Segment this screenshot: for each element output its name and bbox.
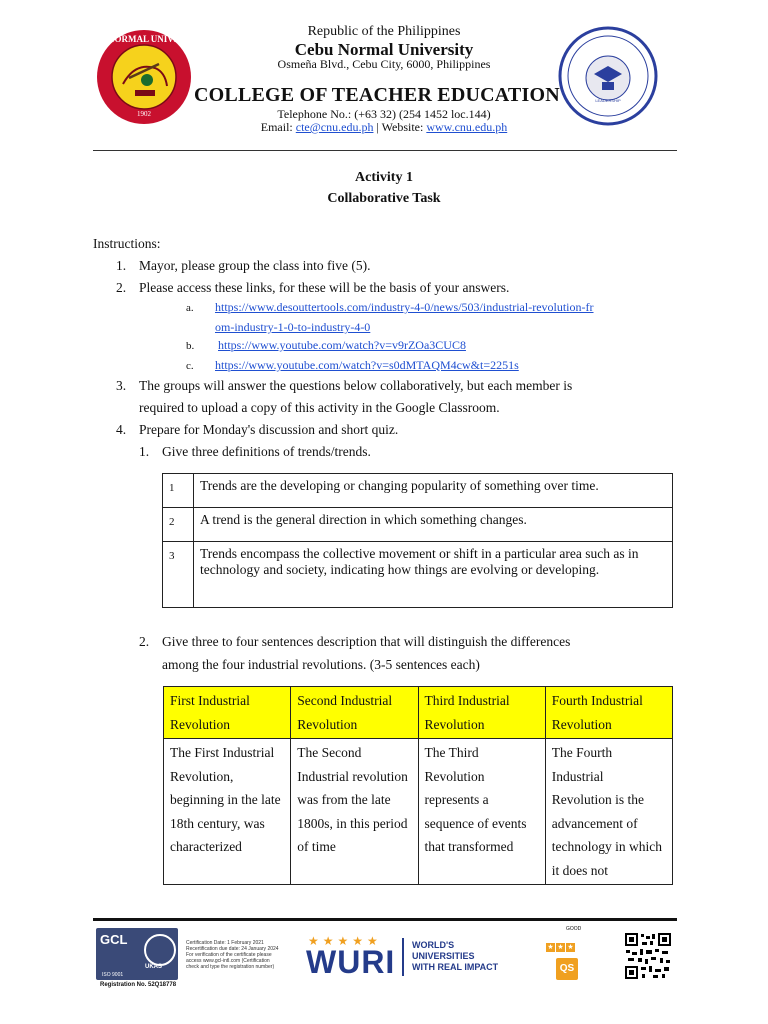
- instruction-2: Please access these links, for these will be the basis of your answers.: [139, 280, 510, 295]
- table-header-row: [164, 687, 673, 739]
- contact-line: [0, 120, 768, 135]
- definition-cell: Trends encompass the collective movement or shift in a particular area such as in technology and society, indicating how things are evolving or developing.: [194, 542, 673, 608]
- seal-text: CEBU NORMAL UNIVERSITY: [80, 34, 208, 44]
- qs-rating-label: GOOD: [566, 926, 582, 932]
- description-cell: The Fourth Industrial Revolution is the advancement of technology in which it does not: [545, 739, 672, 885]
- website-label: | Website:: [376, 120, 424, 134]
- activity-title: Activity 1: [355, 170, 413, 185]
- university-address: Osmeña Blvd., Cebu City, 6000, Philippines: [277, 57, 491, 71]
- header-cell: Third Industrial Revolution: [418, 687, 545, 739]
- certification-text: Certification Date: 1 February 2021 Recertification due date: 24 January 2024 For verification of the certificate please access www.gcl-intl.com (Certification check and type the registration number): [186, 940, 279, 970]
- header-cell: Fourth Industrial Revolution: [545, 687, 672, 739]
- question-num: 2.: [139, 634, 150, 649]
- row-number: 1: [163, 474, 194, 508]
- question-2: Give three to four sentences description that will distinguish the differences: [162, 634, 571, 649]
- gcl-certification-logo: [96, 928, 178, 980]
- definition-cell: A trend is the general direction in which something changes.: [194, 508, 673, 542]
- qs-stars-icon: ★ ★ ★: [547, 943, 574, 951]
- definition-cell: Trends are the developing or changing popularity of something over time.: [194, 474, 673, 508]
- description-cell: The Third Revolution represents a sequence of events that transformed: [418, 739, 545, 885]
- republic-line: Republic of the Philippines: [307, 24, 461, 39]
- table-row: [163, 474, 673, 508]
- instruction-num: 2.: [116, 280, 127, 295]
- header-cell: First Industrial Revolution: [164, 687, 291, 739]
- registration-number: Registration No. 52Q18778: [100, 982, 177, 988]
- email-label: Email:: [260, 120, 293, 134]
- qs-logo: QS: [556, 958, 578, 980]
- link-letter: c.: [186, 360, 194, 372]
- wuri-tagline: WORLD'S UNIVERSITIES WITH REAL IMPACT: [412, 940, 499, 972]
- instruction-3-cont: required to upload a copy of this activity in the Google Classroom.: [139, 400, 500, 415]
- link-a-line1[interactable]: https://www.desouttertools.com/industry-4-0/news/503/industrial-revolution-fr: [215, 300, 594, 314]
- telephone-line: Telephone No.: (+63 32) (254 1452 loc.144): [277, 107, 491, 121]
- revolutions-table: [163, 686, 673, 885]
- college-name: COLLEGE OF TEACHER EDUCATION: [194, 84, 560, 106]
- website-link[interactable]: www.cnu.edu.ph: [426, 120, 508, 134]
- activity-subtitle: Collaborative Task: [327, 191, 441, 206]
- iso-text: ISO 9001: [102, 972, 124, 978]
- instruction-1: Mayor, please group the class into five (5).: [139, 258, 371, 273]
- table-row: [163, 508, 673, 542]
- link-a-line2[interactable]: om-industry-1-0-to-industry-4-0: [215, 320, 371, 334]
- footer-divider: [93, 918, 677, 921]
- header-cell: Second Industrial Revolution: [291, 687, 418, 739]
- instruction-num: 3.: [116, 378, 127, 393]
- question-2-cont: among the four industrial revolutions. (3-5 sentences each): [162, 657, 480, 672]
- link-letter: a.: [186, 302, 194, 314]
- email-link[interactable]: cte@cnu.edu.ph: [295, 120, 374, 134]
- question-1: Give three definitions of trends/trends.: [162, 444, 371, 459]
- wuri-stars-icon: ★★★★★: [308, 934, 382, 948]
- link-c[interactable]: https://www.youtube.com/watch?v=s0dMTAQM4cw&t=2251s: [215, 358, 519, 372]
- university-name: Cebu Normal University: [294, 40, 474, 59]
- gcl-text: GCL: [100, 932, 128, 947]
- instruction-4: Prepare for Monday's discussion and short quiz.: [139, 422, 399, 437]
- table-row: [164, 739, 673, 885]
- instructions-label: Instructions:: [93, 236, 161, 251]
- wuri-logo: WURI: [306, 944, 396, 980]
- instruction-3: The groups will answer the questions below collaboratively, but each member is: [139, 378, 573, 393]
- instruction-num: 4.: [116, 422, 127, 437]
- qr-code-icon[interactable]: [624, 932, 672, 980]
- question-num: 1.: [139, 444, 150, 459]
- ukas-text: UKAS: [145, 964, 163, 970]
- header-divider: [93, 150, 677, 151]
- table-row: [163, 542, 673, 608]
- description-cell: The Second Industrial revolution was from the late 1800s, in this period of time: [291, 739, 418, 885]
- definitions-table: [162, 473, 673, 608]
- link-b[interactable]: https://www.youtube.com/watch?v=v9rZOa3CUC8: [218, 338, 466, 352]
- row-number: 2: [163, 508, 194, 542]
- seal-year: 1902: [137, 110, 151, 118]
- svg-text:LEADERSHIP: LEADERSHIP: [595, 98, 621, 103]
- description-cell: The First Industrial Revolution, beginning in the late 18th century, was characterized: [164, 739, 291, 885]
- row-number: 3: [163, 542, 194, 608]
- instruction-num: 1.: [116, 258, 127, 273]
- wuri-divider: [402, 938, 404, 976]
- link-letter: b.: [186, 340, 195, 352]
